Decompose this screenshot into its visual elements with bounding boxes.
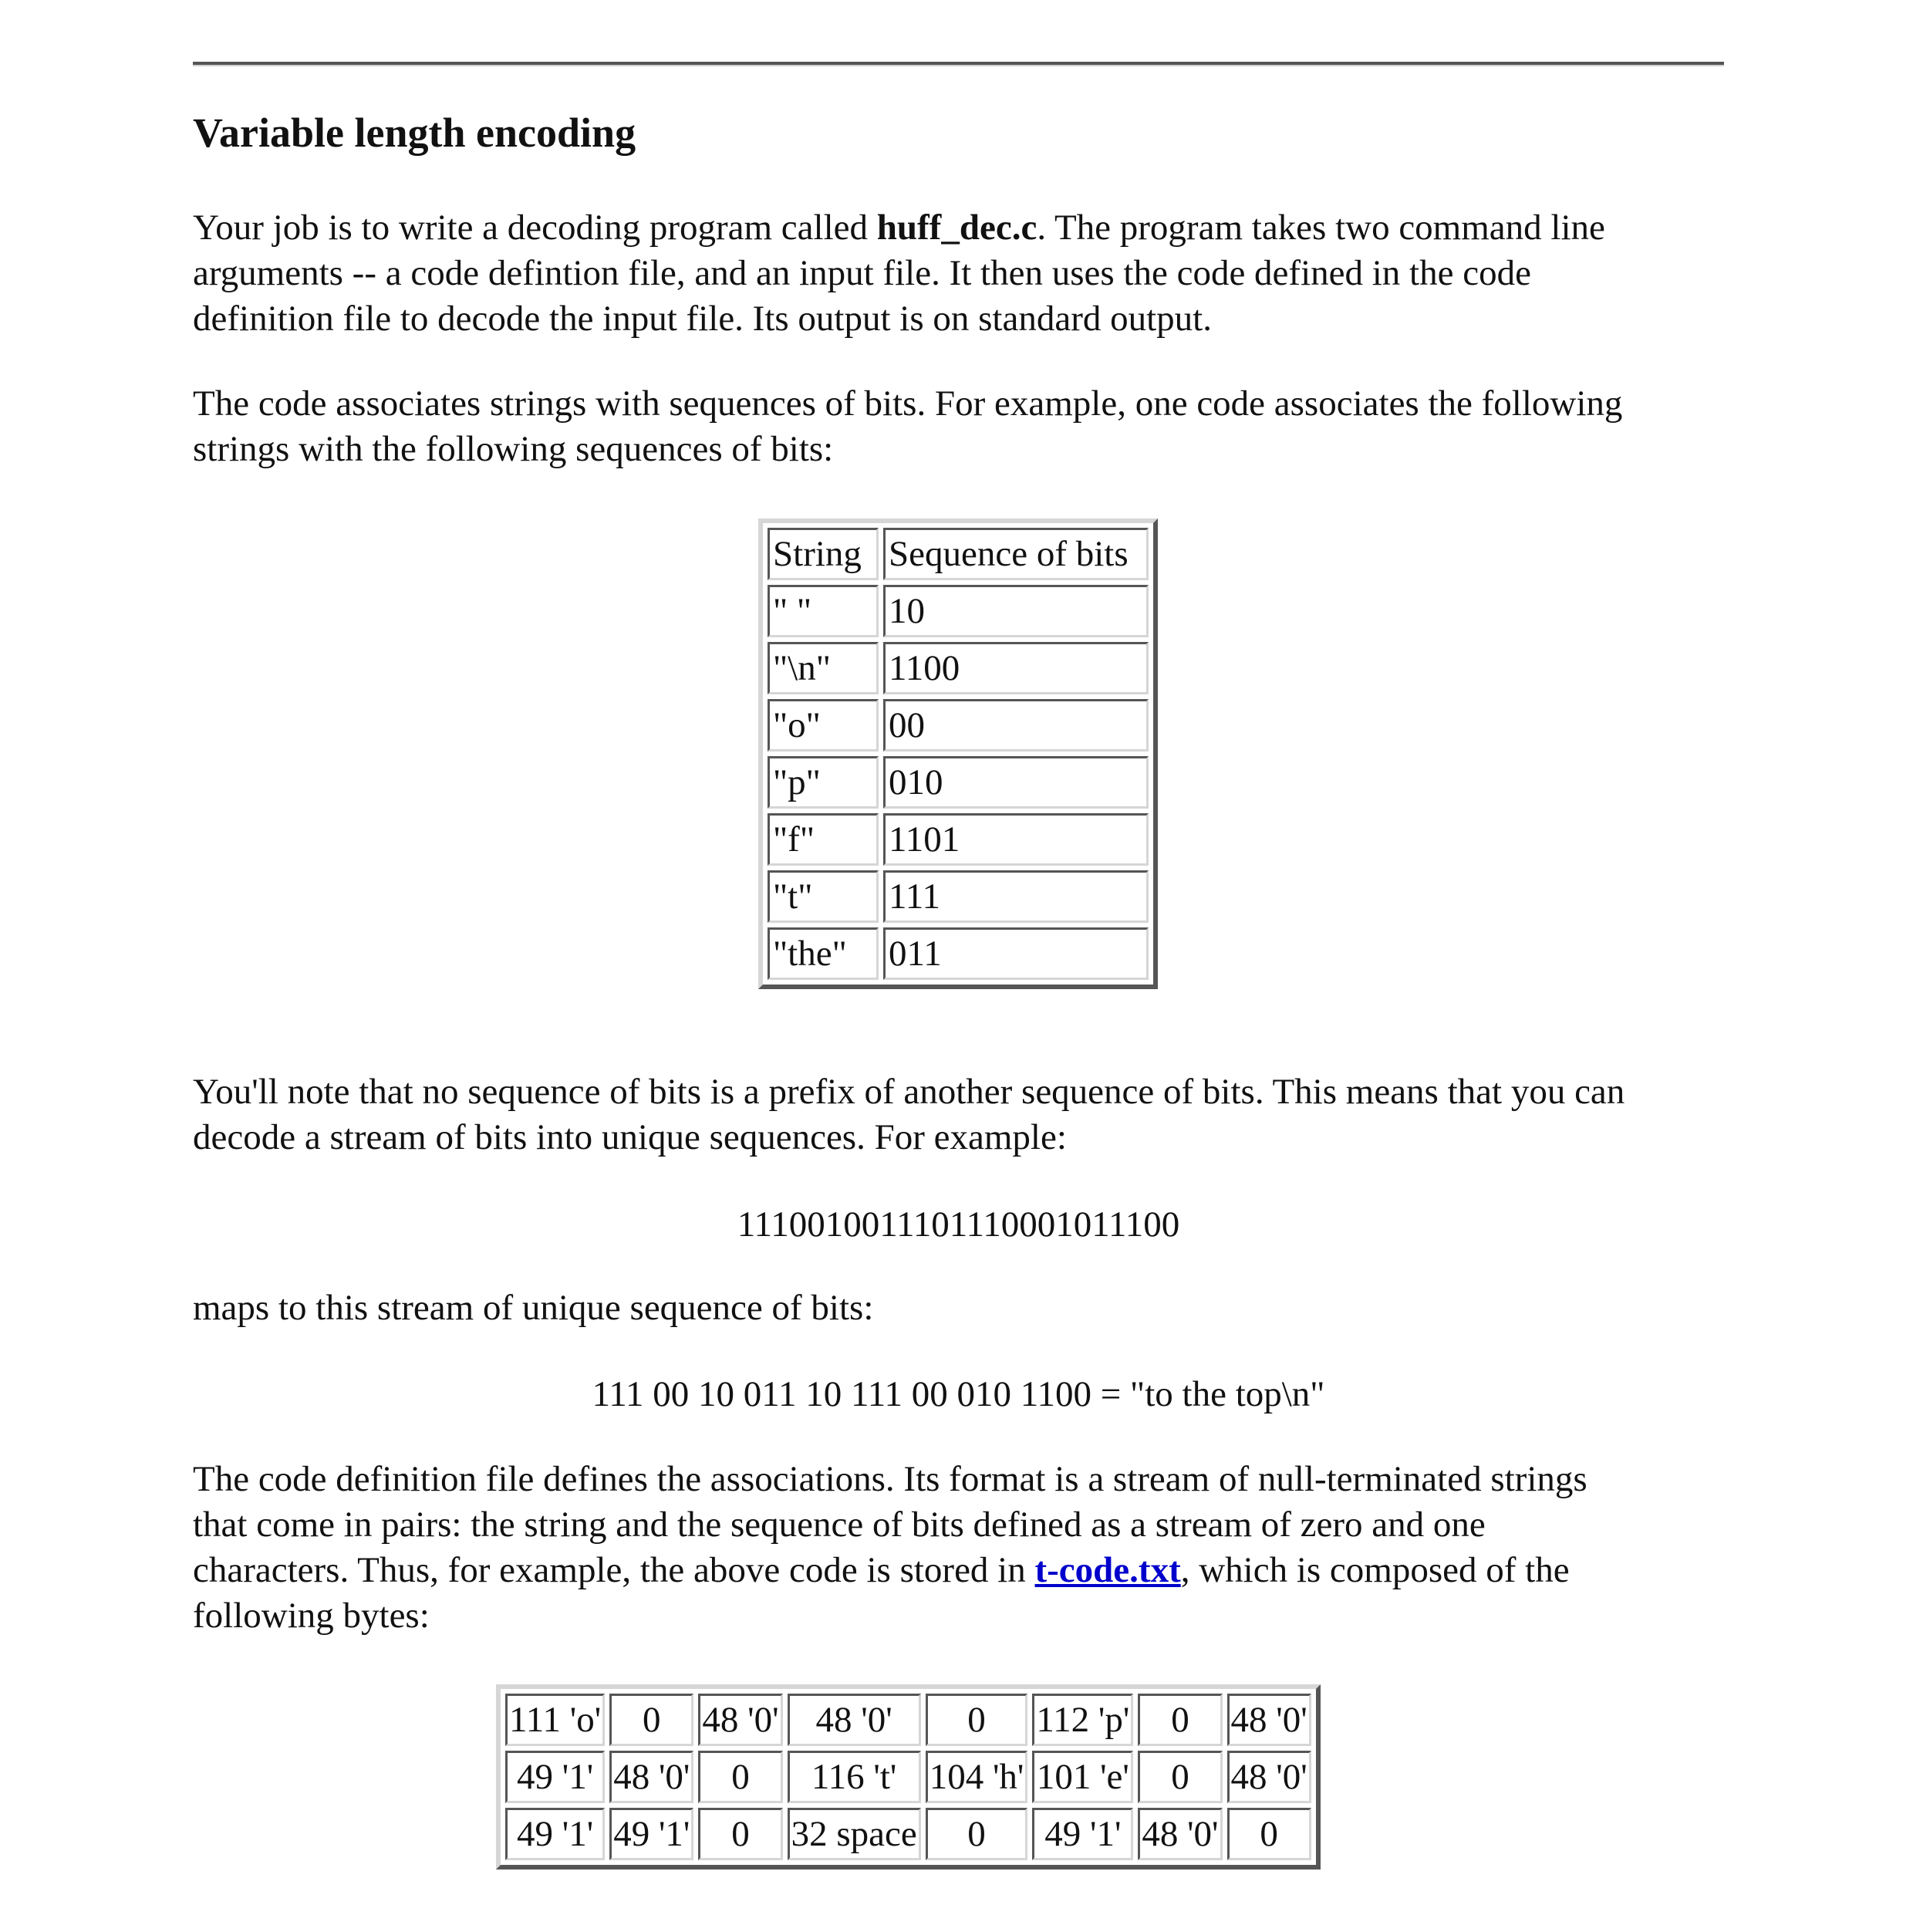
code-table-row	[768, 585, 1149, 637]
code-bits-cell: 111	[883, 870, 1149, 923]
bytes-table-row	[505, 1694, 1311, 1746]
byte-cell: 0	[926, 1694, 1028, 1746]
code-table-header	[768, 528, 1149, 580]
bytes-table-row	[505, 1808, 1311, 1860]
decoded-example: 111 00 10 011 10 111 00 010 1100 = "to the top\n"	[592, 1374, 1325, 1414]
header-string: String	[768, 528, 879, 580]
byte-cell: 112 'p'	[1032, 1694, 1133, 1746]
code-bits-cell: 011	[883, 927, 1149, 980]
byte-cell: 49 '1'	[505, 1751, 605, 1803]
byte-cell: 104 'h'	[926, 1751, 1028, 1803]
byte-cell: 49 '1'	[609, 1808, 693, 1860]
byte-cell: 0	[1138, 1751, 1222, 1803]
byte-cell: 49 '1'	[505, 1808, 605, 1860]
code-string-cell: "t"	[768, 870, 879, 923]
code-table-row	[768, 756, 1149, 809]
byte-cell: 48 '0'	[1138, 1808, 1222, 1860]
code-string-cell: "the"	[768, 927, 879, 980]
byte-cell: 48 '0'	[1227, 1694, 1311, 1746]
byte-cell: 0	[698, 1808, 782, 1860]
def-line-4: following bytes:	[193, 1596, 430, 1636]
page-heading: Variable length encoding	[193, 110, 636, 156]
byte-cell: 0	[698, 1751, 782, 1803]
byte-cell: 49 '1'	[1032, 1808, 1133, 1860]
byte-cell: 101 'e'	[1032, 1751, 1133, 1803]
intro-line-2: arguments -- a code defintion file, and an input file. It then uses the code defined in the code	[193, 253, 1531, 293]
byte-cell: 116 't'	[788, 1751, 921, 1803]
byte-cell: 0	[926, 1808, 1028, 1860]
byte-cell: 48 '0'	[609, 1751, 693, 1803]
code-string-cell: "f"	[768, 813, 879, 866]
byte-cell: 48 '0'	[698, 1694, 782, 1746]
code-bits-cell: 1100	[883, 642, 1149, 694]
code-bits-cell: 010	[883, 756, 1149, 809]
t-code-link[interactable]: t-code.txt	[1034, 1550, 1181, 1590]
def-line-1: The code definition file defines the associations. Its format is a stream of null-terminated strings	[193, 1459, 1587, 1499]
bitstream-example: 1110010011101110001011100	[737, 1204, 1180, 1245]
byte-cell: 0	[1227, 1808, 1311, 1860]
code-bits-cell: 1101	[883, 813, 1149, 866]
code-bits-cell: 00	[883, 699, 1149, 752]
header-sequence: Sequence of bits	[883, 528, 1149, 580]
def-line-3: characters. Thus, for example, the above code is stored in t-code.txt, which is composed of the	[193, 1550, 1570, 1590]
code-table	[758, 518, 1158, 989]
bytes-table-row	[505, 1751, 1311, 1803]
code-table-row	[768, 699, 1149, 752]
intro-line-3: definition file to decode the input file. Its output is on standard output.	[193, 299, 1212, 339]
prefix-line-1: You'll note that no sequence of bits is a prefix of another sequence of bits. This means that you can	[193, 1072, 1625, 1112]
byte-cell: 0	[1138, 1694, 1222, 1746]
code-table-row	[768, 642, 1149, 694]
code-table-row	[768, 927, 1149, 980]
horizontal-rule	[193, 62, 1724, 66]
code-string-cell: "o"	[768, 699, 879, 752]
program-name: huff_dec.c	[876, 208, 1037, 248]
byte-cell: 111 'o'	[505, 1694, 605, 1746]
assoc-line-1: The code associates strings with sequences of bits. For example, one code associates the following	[193, 383, 1623, 424]
code-table-row	[768, 813, 1149, 866]
byte-cell: 48 '0'	[1227, 1751, 1311, 1803]
maps-line: maps to this stream of unique sequence of bits:	[193, 1288, 874, 1328]
code-bits-cell: 10	[883, 585, 1149, 637]
prefix-line-2: decode a stream of bits into unique sequences. For example:	[193, 1117, 1067, 1157]
byte-cell: 0	[609, 1694, 693, 1746]
bytes-table	[496, 1684, 1321, 1870]
code-string-cell: "p"	[768, 756, 879, 809]
assoc-line-2: strings with the following sequences of bits:	[193, 429, 834, 469]
byte-cell: 48 '0'	[788, 1694, 921, 1746]
code-string-cell: " "	[768, 585, 879, 637]
code-table-row	[768, 870, 1149, 923]
byte-cell: 32 space	[788, 1808, 921, 1860]
def-line-2: that come in pairs: the string and the sequence of bits defined as a stream of zero and one	[193, 1505, 1486, 1545]
code-string-cell: "\n"	[768, 642, 879, 694]
intro-line-1: Your job is to write a decoding program called huff_dec.c. The program takes two command line	[193, 208, 1605, 248]
